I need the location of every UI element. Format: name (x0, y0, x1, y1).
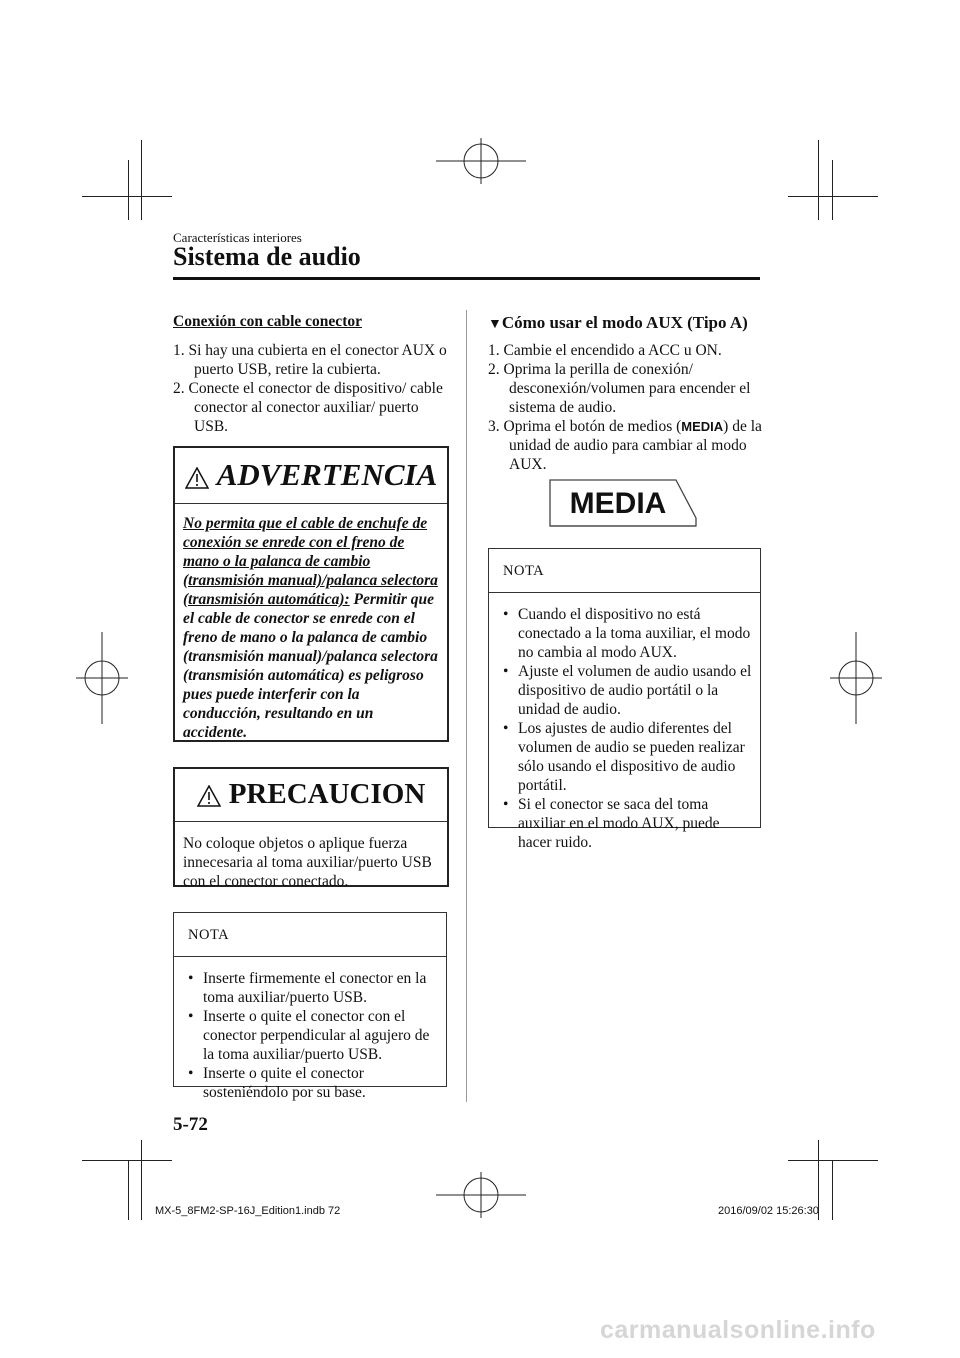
list-item: 1. Si hay una cubierta en el conector AUX o puerto USB, retire la cubierta. (173, 342, 447, 378)
list-item: • Inserte firmemente el conector en la toma auxiliar/puerto USB. (188, 970, 427, 1006)
list-item: • Cuando el dispositivo no está conectado a la toma auxiliar, el modo no cambia al modo AUX. (503, 606, 751, 661)
media-button-icon (548, 478, 698, 534)
list-item: • Si el conector se saca del toma auxiliar en el modo AUX, puede hacer ruido. (503, 796, 720, 851)
title-rule (173, 277, 760, 280)
warning-text: Permitir que el cable de conector se enrede con el freno de mano o la palanca de cambio (transmisión manual)/palanca selectora (transmisión automática) es peligroso pues puede interferir con la conducción, resultando en un accidente. (183, 591, 438, 741)
page-number: 5-72 (173, 1114, 208, 1135)
list-item: • Ajuste el volumen de audio usando el dispositivo de audio portátil o la unidad de audio. (503, 663, 752, 718)
list-item: • Inserte o quite el conector sosteniéndolo por su base. (188, 1065, 366, 1101)
warning-box (173, 446, 449, 742)
list-item: 3. Oprima el botón de medios (MEDIA) de la unidad de audio para cambiar al modo AUX. (488, 418, 762, 473)
note-title: NOTA (503, 563, 545, 579)
note-list (174, 957, 446, 1102)
registration-mark-right (830, 632, 882, 724)
media-button-label: MEDIA (569, 487, 667, 520)
caution-body: No coloque objetos o aplique fuerza innecesaria al toma auxiliar/puerto USB con el conector conectado. (183, 835, 432, 890)
media-inline-label: MEDIA (681, 419, 724, 434)
warning-body (175, 504, 447, 742)
triangle-down-icon: ▼ (488, 317, 502, 332)
watermark: carmanualsonline.info (600, 1316, 876, 1344)
subheading-connection: Conexión con cable conector (173, 313, 362, 330)
note-list (489, 593, 760, 852)
note-box-left (173, 912, 447, 1101)
list-item: 1. Cambie el encendido a ACC u ON. (488, 342, 722, 359)
section-label: Características interiores (173, 230, 302, 245)
left-steps (173, 341, 450, 436)
footer-timestamp: 2016/09/02 15:26:30 (718, 1205, 819, 1217)
note-title: NOTA (188, 927, 230, 943)
registration-mark-top (436, 138, 526, 184)
warning-underlined: No permita que el cable de enchufe de conexión se enrede con el freno de mano o la palanca de cambio (transmisión manual)/palanca selectora (transmisión automática): (183, 515, 438, 608)
list-item: 2. Oprima la perilla de conexión/ desconexión/volumen para encender el sistema de audio. (488, 361, 751, 416)
note-box-right (488, 548, 761, 851)
column-divider (466, 310, 467, 1102)
registration-mark-bottom (436, 1172, 526, 1218)
warning-triangle-icon (197, 785, 221, 807)
list-item: • Inserte o quite el conector con el conector perpendicular al agujero de la toma auxiliar/puerto USB. (188, 1008, 430, 1063)
footer-file: MX-5_8FM2-SP-16J_Edition1.indb 72 (155, 1205, 341, 1217)
warning-title: ADVERTENCIA (175, 457, 447, 493)
registration-mark-left (76, 632, 128, 724)
caution-box (173, 767, 449, 890)
caution-title: PRECAUCION (175, 778, 447, 811)
list-item: 2. Conecte el conector de dispositivo/ cable conector al conector auxiliar/ puerto USB. (173, 380, 443, 435)
aux-heading: ▼Cómo usar el modo AUX (Tipo A) (488, 313, 748, 332)
list-item: • Los ajustes de audio diferentes del volumen de audio se pueden realizar sólo usando el dispositivo de audio portátil. (503, 720, 745, 794)
page-title: Sistema de audio (173, 242, 361, 271)
warning-triangle-icon (185, 467, 209, 489)
right-steps (488, 341, 762, 474)
